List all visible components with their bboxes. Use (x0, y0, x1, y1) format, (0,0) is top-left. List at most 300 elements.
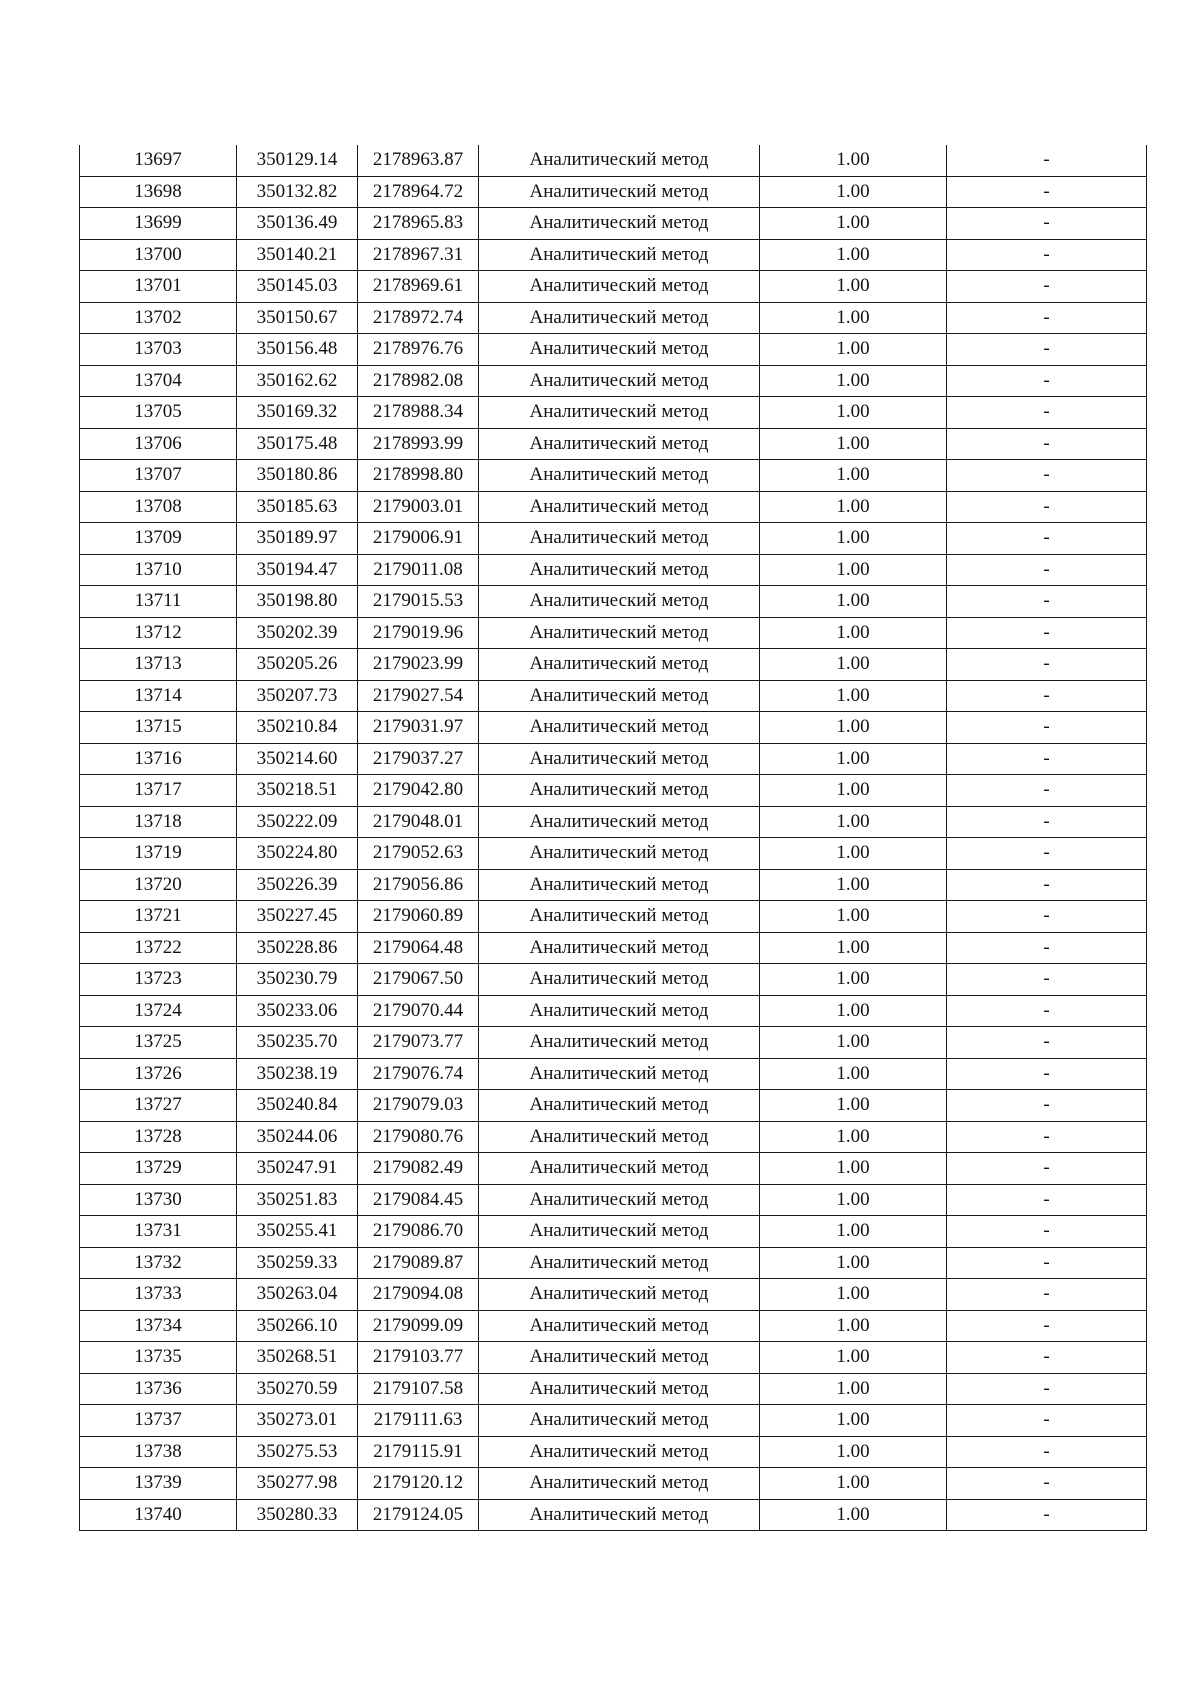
table-row (80, 554, 1147, 586)
table-row (80, 1373, 1147, 1405)
note-cell: - (947, 1373, 1147, 1405)
y-coordinate-cell: 2178982.08 (358, 365, 479, 397)
accuracy-cell: 1.00 (760, 680, 947, 712)
x-coordinate-cell: 350189.97 (237, 523, 358, 555)
point-number-cell: 13698 (80, 176, 237, 208)
y-coordinate-cell: 2179115.91 (358, 1436, 479, 1468)
point-number-cell: 13701 (80, 271, 237, 303)
note-cell: - (947, 428, 1147, 460)
table-row (80, 1342, 1147, 1374)
point-number-cell: 13727 (80, 1090, 237, 1122)
method-cell: Аналитический метод (479, 901, 760, 933)
point-number-cell: 13699 (80, 208, 237, 240)
x-coordinate-cell: 350202.39 (237, 617, 358, 649)
accuracy-cell: 1.00 (760, 365, 947, 397)
method-cell: Аналитический метод (479, 1373, 760, 1405)
note-cell: - (947, 1027, 1147, 1059)
method-cell: Аналитический метод (479, 680, 760, 712)
method-cell: Аналитический метод (479, 1436, 760, 1468)
method-cell: Аналитический метод (479, 523, 760, 555)
coordinates-table-body (80, 145, 1147, 1531)
y-coordinate-cell: 2179099.09 (358, 1310, 479, 1342)
method-cell: Аналитический метод (479, 1027, 760, 1059)
point-number-cell: 13739 (80, 1468, 237, 1500)
x-coordinate-cell: 350198.80 (237, 586, 358, 618)
table-row (80, 586, 1147, 618)
point-number-cell: 13733 (80, 1279, 237, 1311)
table-row (80, 901, 1147, 933)
table-row (80, 1090, 1147, 1122)
y-coordinate-cell: 2179011.08 (358, 554, 479, 586)
note-cell: - (947, 680, 1147, 712)
y-coordinate-cell: 2179107.58 (358, 1373, 479, 1405)
y-coordinate-cell: 2179003.01 (358, 491, 479, 523)
table-row (80, 617, 1147, 649)
y-coordinate-cell: 2178976.76 (358, 334, 479, 366)
note-cell: - (947, 1405, 1147, 1437)
x-coordinate-cell: 350140.21 (237, 239, 358, 271)
x-coordinate-cell: 350270.59 (237, 1373, 358, 1405)
point-number-cell: 13738 (80, 1436, 237, 1468)
y-coordinate-cell: 2179094.08 (358, 1279, 479, 1311)
method-cell: Аналитический метод (479, 1279, 760, 1311)
point-number-cell: 13720 (80, 869, 237, 901)
method-cell: Аналитический метод (479, 806, 760, 838)
table-row (80, 964, 1147, 996)
note-cell: - (947, 743, 1147, 775)
table-row (80, 1184, 1147, 1216)
method-cell: Аналитический метод (479, 1058, 760, 1090)
accuracy-cell: 1.00 (760, 1058, 947, 1090)
x-coordinate-cell: 350277.98 (237, 1468, 358, 1500)
accuracy-cell: 1.00 (760, 1310, 947, 1342)
method-cell: Аналитический метод (479, 554, 760, 586)
table-row (80, 145, 1147, 176)
note-cell: - (947, 712, 1147, 744)
y-coordinate-cell: 2179052.63 (358, 838, 479, 870)
accuracy-cell: 1.00 (760, 491, 947, 523)
note-cell: - (947, 491, 1147, 523)
table-row (80, 995, 1147, 1027)
accuracy-cell: 1.00 (760, 1247, 947, 1279)
note-cell: - (947, 1468, 1147, 1500)
table-row (80, 775, 1147, 807)
table-row (80, 365, 1147, 397)
note-cell: - (947, 397, 1147, 429)
accuracy-cell: 1.00 (760, 1090, 947, 1122)
note-cell: - (947, 901, 1147, 933)
y-coordinate-cell: 2179079.03 (358, 1090, 479, 1122)
point-number-cell: 13702 (80, 302, 237, 334)
x-coordinate-cell: 350233.06 (237, 995, 358, 1027)
x-coordinate-cell: 350150.67 (237, 302, 358, 334)
method-cell: Аналитический метод (479, 712, 760, 744)
x-coordinate-cell: 350226.39 (237, 869, 358, 901)
accuracy-cell: 1.00 (760, 1342, 947, 1374)
point-number-cell: 13717 (80, 775, 237, 807)
note-cell: - (947, 460, 1147, 492)
y-coordinate-cell: 2178969.61 (358, 271, 479, 303)
x-coordinate-cell: 350145.03 (237, 271, 358, 303)
method-cell: Аналитический метод (479, 1499, 760, 1531)
note-cell: - (947, 995, 1147, 1027)
accuracy-cell: 1.00 (760, 145, 947, 176)
point-number-cell: 13719 (80, 838, 237, 870)
table-row (80, 743, 1147, 775)
x-coordinate-cell: 350235.70 (237, 1027, 358, 1059)
accuracy-cell: 1.00 (760, 428, 947, 460)
note-cell: - (947, 1058, 1147, 1090)
note-cell: - (947, 239, 1147, 271)
accuracy-cell: 1.00 (760, 239, 947, 271)
note-cell: - (947, 554, 1147, 586)
note-cell: - (947, 523, 1147, 555)
note-cell: - (947, 586, 1147, 618)
point-number-cell: 13737 (80, 1405, 237, 1437)
point-number-cell: 13715 (80, 712, 237, 744)
table-row (80, 806, 1147, 838)
point-number-cell: 13729 (80, 1153, 237, 1185)
point-number-cell: 13716 (80, 743, 237, 775)
accuracy-cell: 1.00 (760, 1216, 947, 1248)
y-coordinate-cell: 2179086.70 (358, 1216, 479, 1248)
accuracy-cell: 1.00 (760, 176, 947, 208)
y-coordinate-cell: 2178967.31 (358, 239, 479, 271)
table-row (80, 1436, 1147, 1468)
point-number-cell: 13728 (80, 1121, 237, 1153)
method-cell: Аналитический метод (479, 838, 760, 870)
method-cell: Аналитический метод (479, 1310, 760, 1342)
accuracy-cell: 1.00 (760, 995, 947, 1027)
x-coordinate-cell: 350255.41 (237, 1216, 358, 1248)
x-coordinate-cell: 350273.01 (237, 1405, 358, 1437)
table-row (80, 271, 1147, 303)
accuracy-cell: 1.00 (760, 1373, 947, 1405)
y-coordinate-cell: 2179084.45 (358, 1184, 479, 1216)
x-coordinate-cell: 350210.84 (237, 712, 358, 744)
y-coordinate-cell: 2179015.53 (358, 586, 479, 618)
y-coordinate-cell: 2179073.77 (358, 1027, 479, 1059)
method-cell: Аналитический метод (479, 428, 760, 460)
method-cell: Аналитический метод (479, 239, 760, 271)
point-number-cell: 13714 (80, 680, 237, 712)
x-coordinate-cell: 350136.49 (237, 208, 358, 240)
x-coordinate-cell: 350268.51 (237, 1342, 358, 1374)
table-row (80, 649, 1147, 681)
method-cell: Аналитический метод (479, 1216, 760, 1248)
point-number-cell: 13711 (80, 586, 237, 618)
note-cell: - (947, 208, 1147, 240)
table-row (80, 1310, 1147, 1342)
table-row (80, 1027, 1147, 1059)
x-coordinate-cell: 350129.14 (237, 145, 358, 176)
note-cell: - (947, 838, 1147, 870)
y-coordinate-cell: 2178972.74 (358, 302, 479, 334)
y-coordinate-cell: 2179103.77 (358, 1342, 479, 1374)
table-row (80, 334, 1147, 366)
y-coordinate-cell: 2178988.34 (358, 397, 479, 429)
y-coordinate-cell: 2179048.01 (358, 806, 479, 838)
table-row (80, 1216, 1147, 1248)
accuracy-cell: 1.00 (760, 1184, 947, 1216)
y-coordinate-cell: 2179082.49 (358, 1153, 479, 1185)
table-row (80, 1153, 1147, 1185)
note-cell: - (947, 1216, 1147, 1248)
accuracy-cell: 1.00 (760, 1027, 947, 1059)
x-coordinate-cell: 350244.06 (237, 1121, 358, 1153)
y-coordinate-cell: 2179042.80 (358, 775, 479, 807)
accuracy-cell: 1.00 (760, 1468, 947, 1500)
y-coordinate-cell: 2178993.99 (358, 428, 479, 460)
point-number-cell: 13731 (80, 1216, 237, 1248)
method-cell: Аналитический метод (479, 1247, 760, 1279)
accuracy-cell: 1.00 (760, 838, 947, 870)
table-row (80, 1121, 1147, 1153)
method-cell: Аналитический метод (479, 775, 760, 807)
x-coordinate-cell: 350175.48 (237, 428, 358, 460)
method-cell: Аналитический метод (479, 397, 760, 429)
method-cell: Аналитический метод (479, 1153, 760, 1185)
x-coordinate-cell: 350207.73 (237, 680, 358, 712)
method-cell: Аналитический метод (479, 1090, 760, 1122)
table-row (80, 176, 1147, 208)
method-cell: Аналитический метод (479, 145, 760, 176)
method-cell: Аналитический метод (479, 1405, 760, 1437)
accuracy-cell: 1.00 (760, 775, 947, 807)
x-coordinate-cell: 350275.53 (237, 1436, 358, 1468)
y-coordinate-cell: 2179023.99 (358, 649, 479, 681)
accuracy-cell: 1.00 (760, 334, 947, 366)
table-row (80, 1468, 1147, 1500)
x-coordinate-cell: 350280.33 (237, 1499, 358, 1531)
table-row (80, 712, 1147, 744)
y-coordinate-cell: 2179031.97 (358, 712, 479, 744)
point-number-cell: 13735 (80, 1342, 237, 1374)
note-cell: - (947, 271, 1147, 303)
y-coordinate-cell: 2179027.54 (358, 680, 479, 712)
method-cell: Аналитический метод (479, 743, 760, 775)
accuracy-cell: 1.00 (760, 1499, 947, 1531)
x-coordinate-cell: 350227.45 (237, 901, 358, 933)
accuracy-cell: 1.00 (760, 901, 947, 933)
accuracy-cell: 1.00 (760, 1405, 947, 1437)
point-number-cell: 13736 (80, 1373, 237, 1405)
method-cell: Аналитический метод (479, 617, 760, 649)
method-cell: Аналитический метод (479, 1468, 760, 1500)
note-cell: - (947, 1247, 1147, 1279)
x-coordinate-cell: 350169.32 (237, 397, 358, 429)
note-cell: - (947, 176, 1147, 208)
x-coordinate-cell: 350162.62 (237, 365, 358, 397)
note-cell: - (947, 964, 1147, 996)
point-number-cell: 13706 (80, 428, 237, 460)
note-cell: - (947, 1310, 1147, 1342)
method-cell: Аналитический метод (479, 365, 760, 397)
x-coordinate-cell: 350214.60 (237, 743, 358, 775)
note-cell: - (947, 1499, 1147, 1531)
table-row (80, 491, 1147, 523)
accuracy-cell: 1.00 (760, 460, 947, 492)
accuracy-cell: 1.00 (760, 523, 947, 555)
point-number-cell: 13740 (80, 1499, 237, 1531)
y-coordinate-cell: 2178998.80 (358, 460, 479, 492)
point-number-cell: 13732 (80, 1247, 237, 1279)
y-coordinate-cell: 2179067.50 (358, 964, 479, 996)
method-cell: Аналитический метод (479, 460, 760, 492)
point-number-cell: 13721 (80, 901, 237, 933)
point-number-cell: 13705 (80, 397, 237, 429)
table-row (80, 680, 1147, 712)
method-cell: Аналитический метод (479, 302, 760, 334)
point-number-cell: 13722 (80, 932, 237, 964)
table-row (80, 1058, 1147, 1090)
accuracy-cell: 1.00 (760, 1279, 947, 1311)
y-coordinate-cell: 2179006.91 (358, 523, 479, 555)
point-number-cell: 13707 (80, 460, 237, 492)
y-coordinate-cell: 2179056.86 (358, 869, 479, 901)
table-row (80, 1247, 1147, 1279)
point-number-cell: 13703 (80, 334, 237, 366)
accuracy-cell: 1.00 (760, 302, 947, 334)
accuracy-cell: 1.00 (760, 806, 947, 838)
accuracy-cell: 1.00 (760, 649, 947, 681)
y-coordinate-cell: 2178963.87 (358, 145, 479, 176)
accuracy-cell: 1.00 (760, 712, 947, 744)
method-cell: Аналитический метод (479, 208, 760, 240)
table-row (80, 460, 1147, 492)
note-cell: - (947, 145, 1147, 176)
x-coordinate-cell: 350251.83 (237, 1184, 358, 1216)
method-cell: Аналитический метод (479, 176, 760, 208)
table-row (80, 523, 1147, 555)
method-cell: Аналитический метод (479, 491, 760, 523)
x-coordinate-cell: 350156.48 (237, 334, 358, 366)
note-cell: - (947, 806, 1147, 838)
y-coordinate-cell: 2178965.83 (358, 208, 479, 240)
x-coordinate-cell: 350194.47 (237, 554, 358, 586)
x-coordinate-cell: 350259.33 (237, 1247, 358, 1279)
note-cell: - (947, 1279, 1147, 1311)
y-coordinate-cell: 2179070.44 (358, 995, 479, 1027)
x-coordinate-cell: 350238.19 (237, 1058, 358, 1090)
x-coordinate-cell: 350205.26 (237, 649, 358, 681)
method-cell: Аналитический метод (479, 932, 760, 964)
x-coordinate-cell: 350218.51 (237, 775, 358, 807)
point-number-cell: 13726 (80, 1058, 237, 1090)
note-cell: - (947, 1436, 1147, 1468)
note-cell: - (947, 932, 1147, 964)
accuracy-cell: 1.00 (760, 932, 947, 964)
accuracy-cell: 1.00 (760, 397, 947, 429)
method-cell: Аналитический метод (479, 995, 760, 1027)
method-cell: Аналитический метод (479, 586, 760, 618)
method-cell: Аналитический метод (479, 869, 760, 901)
accuracy-cell: 1.00 (760, 1121, 947, 1153)
note-cell: - (947, 1121, 1147, 1153)
point-number-cell: 13709 (80, 523, 237, 555)
x-coordinate-cell: 350228.86 (237, 932, 358, 964)
point-number-cell: 13700 (80, 239, 237, 271)
point-number-cell: 13697 (80, 145, 237, 176)
y-coordinate-cell: 2179120.12 (358, 1468, 479, 1500)
accuracy-cell: 1.00 (760, 964, 947, 996)
point-number-cell: 13730 (80, 1184, 237, 1216)
point-number-cell: 13724 (80, 995, 237, 1027)
y-coordinate-cell: 2179124.05 (358, 1499, 479, 1531)
x-coordinate-cell: 350180.86 (237, 460, 358, 492)
point-number-cell: 13704 (80, 365, 237, 397)
note-cell: - (947, 302, 1147, 334)
table-row (80, 838, 1147, 870)
y-coordinate-cell: 2179111.63 (358, 1405, 479, 1437)
method-cell: Аналитический метод (479, 964, 760, 996)
note-cell: - (947, 1184, 1147, 1216)
x-coordinate-cell: 350247.91 (237, 1153, 358, 1185)
table-row (80, 869, 1147, 901)
note-cell: - (947, 334, 1147, 366)
accuracy-cell: 1.00 (760, 554, 947, 586)
table-row (80, 397, 1147, 429)
x-coordinate-cell: 350266.10 (237, 1310, 358, 1342)
accuracy-cell: 1.00 (760, 1436, 947, 1468)
table-row (80, 208, 1147, 240)
note-cell: - (947, 1342, 1147, 1374)
x-coordinate-cell: 350224.80 (237, 838, 358, 870)
method-cell: Аналитический метод (479, 1342, 760, 1374)
method-cell: Аналитический метод (479, 271, 760, 303)
note-cell: - (947, 869, 1147, 901)
point-number-cell: 13710 (80, 554, 237, 586)
accuracy-cell: 1.00 (760, 869, 947, 901)
x-coordinate-cell: 350230.79 (237, 964, 358, 996)
table-row (80, 1405, 1147, 1437)
accuracy-cell: 1.00 (760, 586, 947, 618)
method-cell: Аналитический метод (479, 1184, 760, 1216)
x-coordinate-cell: 350185.63 (237, 491, 358, 523)
x-coordinate-cell: 350240.84 (237, 1090, 358, 1122)
point-number-cell: 13718 (80, 806, 237, 838)
method-cell: Аналитический метод (479, 334, 760, 366)
accuracy-cell: 1.00 (760, 617, 947, 649)
point-number-cell: 13712 (80, 617, 237, 649)
note-cell: - (947, 617, 1147, 649)
note-cell: - (947, 365, 1147, 397)
method-cell: Аналитический метод (479, 1121, 760, 1153)
note-cell: - (947, 649, 1147, 681)
point-number-cell: 13723 (80, 964, 237, 996)
table-row (80, 302, 1147, 334)
table-row (80, 239, 1147, 271)
note-cell: - (947, 775, 1147, 807)
accuracy-cell: 1.00 (760, 1153, 947, 1185)
y-coordinate-cell: 2179076.74 (358, 1058, 479, 1090)
note-cell: - (947, 1090, 1147, 1122)
table-row (80, 428, 1147, 460)
accuracy-cell: 1.00 (760, 743, 947, 775)
y-coordinate-cell: 2179060.89 (358, 901, 479, 933)
point-number-cell: 13708 (80, 491, 237, 523)
y-coordinate-cell: 2179019.96 (358, 617, 479, 649)
table-row (80, 1279, 1147, 1311)
point-number-cell: 13725 (80, 1027, 237, 1059)
method-cell: Аналитический метод (479, 649, 760, 681)
x-coordinate-cell: 350132.82 (237, 176, 358, 208)
y-coordinate-cell: 2179064.48 (358, 932, 479, 964)
y-coordinate-cell: 2179080.76 (358, 1121, 479, 1153)
accuracy-cell: 1.00 (760, 271, 947, 303)
point-number-cell: 13713 (80, 649, 237, 681)
y-coordinate-cell: 2179037.27 (358, 743, 479, 775)
